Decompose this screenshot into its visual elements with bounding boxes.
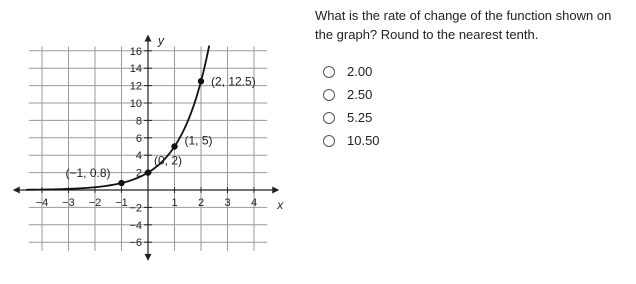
data-point-label: (1, 5) [184, 133, 213, 148]
y-tick-label: 4 [135, 150, 142, 163]
y-axis-arrow-up [145, 34, 152, 41]
y-tick-label: 12 [129, 80, 142, 93]
y-tick-label: 8 [135, 115, 142, 128]
x-tick-label: 3 [224, 197, 231, 209]
y-tick-label: −4 [129, 219, 142, 232]
x-tick-label: −4 [35, 197, 49, 209]
y-tick-label: 16 [129, 45, 142, 58]
x-tick-label: 1 [171, 197, 178, 209]
option-4[interactable] [323, 129, 630, 152]
radio-button[interactable] [323, 89, 335, 101]
function-curve [26, 46, 209, 190]
x-tick-label: −1 [115, 197, 128, 209]
radio-button[interactable] [323, 135, 335, 147]
x-tick-label: 2 [197, 197, 205, 209]
y-tick-label: 10 [129, 98, 142, 110]
y-tick-label: 2 [135, 167, 142, 180]
axes [13, 33, 285, 260]
data-point [118, 180, 124, 186]
option-label: 2.50 [347, 87, 373, 102]
answer-options [323, 60, 630, 152]
y-tick-label: −2 [129, 202, 142, 215]
option-1[interactable] [323, 60, 630, 83]
radio-button[interactable] [323, 112, 335, 124]
y-axis-label: y [158, 33, 164, 48]
y-tick-label: −6 [129, 237, 142, 250]
data-point-label: (−1, 0.8) [65, 166, 111, 181]
data-point [145, 169, 151, 175]
data-point [198, 78, 204, 84]
x-tick-label: −2 [88, 197, 102, 209]
question-panel [315, 6, 630, 152]
question-text: What is the rate of change of the function shown on the graph? Round to the nearest tenth. [315, 8, 612, 42]
function-graph [0, 0, 300, 284]
x-tick-label: −3 [62, 197, 75, 209]
data-point-label: (0, 2) [154, 153, 183, 168]
x-axis-arrow-left [13, 187, 20, 194]
option-2[interactable] [323, 83, 630, 106]
y-axis-arrow-down [145, 254, 152, 261]
data-point-label: (2, 12.5) [211, 74, 256, 89]
radio-button[interactable] [323, 66, 335, 78]
x-tick-label: 4 [250, 197, 258, 209]
option-label: 5.25 [347, 110, 373, 125]
y-tick-label: 14 [129, 63, 142, 76]
option-label: 2.00 [347, 64, 373, 79]
x-axis-label: x [277, 198, 284, 212]
option-3[interactable] [323, 106, 630, 129]
y-tick-label: 6 [135, 132, 142, 145]
option-label: 10.50 [347, 133, 380, 148]
graph-panel [0, 0, 300, 284]
x-axis-arrow-right [272, 187, 279, 194]
data-point [171, 143, 177, 149]
